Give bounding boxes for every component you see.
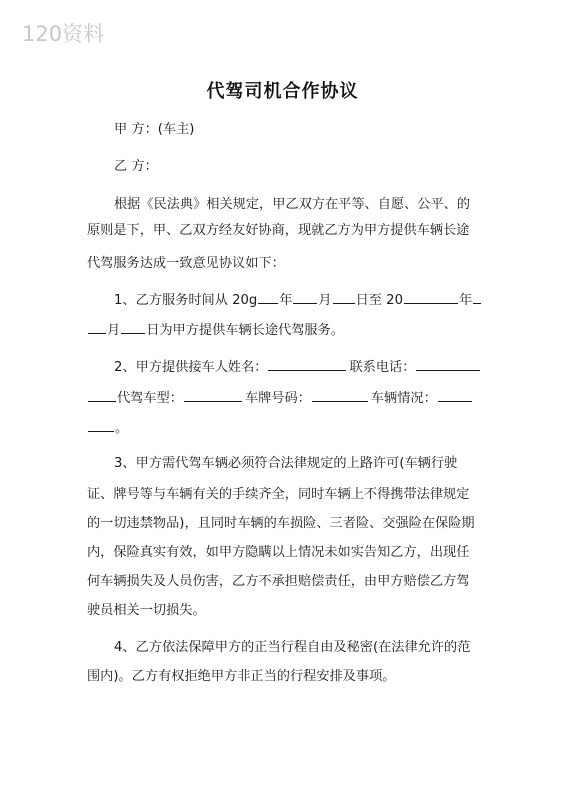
clause-2-line-3 [87, 418, 128, 438]
clause-2-phone-label: 联系电话： [349, 360, 416, 375]
blank-field [404, 290, 458, 304]
clause-1-line-2 [87, 320, 344, 340]
clause-1-day-to-text: 日至 20 [355, 293, 403, 308]
clause-2-receiver-label: 2、甲方提供接车人姓名： [114, 360, 268, 375]
blank-field [184, 388, 242, 402]
clause-3-line-6: 驶员相关一切损失。 [87, 603, 206, 618]
clause-2-condition-label: 车辆情况： [370, 391, 437, 406]
clause-2-line-2 [87, 388, 473, 408]
clause-3-line-1: 3、甲方需代驾车辆必须符合法律规定的上路许可(车辆行驶 [114, 456, 458, 471]
clause-4-line-2: 围内)。乙方有权拒绝甲方非正当的行程安排及事项。 [87, 669, 396, 684]
clause-1-start-text: 1、乙方服务时间从 20g [114, 293, 258, 308]
watermark: 120资料 [22, 22, 105, 46]
clause-3-line-4: 内，保险真实有效，如甲方隐瞒以上情况未如实告知乙方，出现任 [87, 545, 470, 560]
blank-field [416, 357, 480, 371]
blank-field [333, 290, 355, 304]
blank-field [121, 320, 145, 334]
clause-1-year-label: 年 [279, 293, 293, 308]
clause-1-end-year-label: 年 [458, 293, 473, 308]
clause-1-month-label: 月 [318, 293, 332, 308]
intro-line-1: 根据《民法典》相关规定，甲乙双方在平等、自愿、公平、的 [114, 197, 471, 212]
party-a-line: 甲 方：(车主) [114, 122, 195, 137]
blank-field [258, 290, 278, 304]
clause-1-end-month-label: 月 [107, 323, 121, 338]
blank-field [293, 290, 317, 304]
clause-2-end-text: 。 [115, 421, 129, 436]
blank-field [88, 418, 114, 432]
clause-4-line-1: 4、乙方依法保障甲方的正当行程自由及秘密(在法律允许的范 [114, 640, 471, 655]
clause-2-line-1 [114, 357, 481, 377]
blank-field [438, 388, 472, 402]
clause-2-car-model-label: 代驾车型： [117, 391, 183, 406]
clause-3-line-3: 的一切违禁物品)，且同时车辆的车损险、三者险、交强险在保险期 [87, 516, 475, 531]
document-title: 代驾司机合作协议 [206, 81, 359, 102]
party-b-line: 乙 方： [114, 159, 158, 174]
intro-line-3: 代驾服务达成一致意见协议如下： [87, 256, 285, 271]
clause-2-plate-label: 车牌号码： [244, 391, 311, 406]
clause-3-line-5: 何车辆损失及人员伤害，乙方不承担赔偿责任，由甲方赔偿乙方驾 [87, 574, 470, 589]
intro-line-2: 原则是下，甲、乙双方经友好协商，现就乙方为甲方提供车辆长途 [87, 223, 470, 238]
blank-field [88, 320, 106, 334]
blank-field [312, 388, 368, 402]
clause-1-end-text: 日为甲方提供车辆长途代驾服务。 [146, 323, 344, 338]
blank-field [88, 388, 116, 402]
clause-1-line-1 [114, 290, 482, 310]
blank-field [473, 290, 481, 304]
blank-field [268, 357, 346, 371]
clause-3-line-2: 证、牌号等与车辆有关的手续齐全，同时车辆上不得携带法律规定 [87, 487, 470, 502]
